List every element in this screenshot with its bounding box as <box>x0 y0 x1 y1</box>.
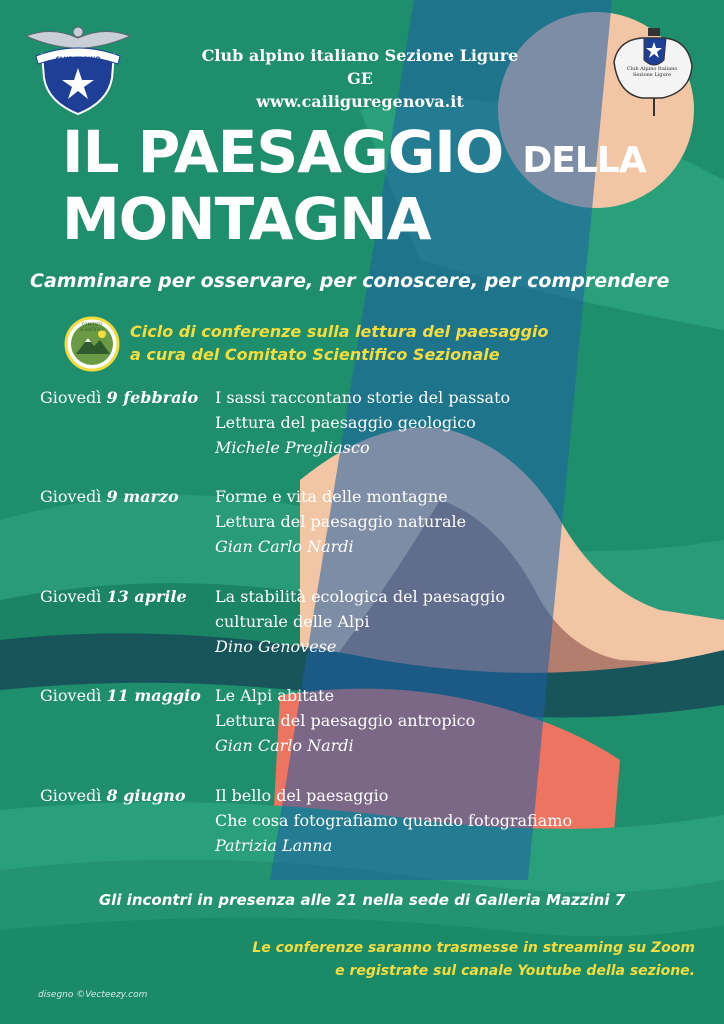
event-title: Forme e vita delle montagne <box>215 487 448 506</box>
event-date-value: 8 giugno <box>106 786 186 805</box>
event-subtitle: Lettura del paesaggio antropico <box>215 711 476 730</box>
cycle-description <box>130 320 549 366</box>
committee-badge <box>64 316 120 372</box>
event-details <box>215 584 505 659</box>
event-day: Giovedì <box>40 786 102 805</box>
title-main: IL PAESAGGIO <box>62 118 504 186</box>
section-logo <box>608 22 696 118</box>
event-title: I sassi raccontano storie del passato <box>215 388 511 407</box>
event-title: Il bello del paesaggio <box>215 786 389 805</box>
streaming-line-2: e registrate sul canale Youtube della sezione. <box>335 963 695 979</box>
club-name: Club alpino italiano Sezione Ligure GE <box>201 46 519 88</box>
title-line-1 <box>62 120 646 193</box>
event-date-value: 9 febbraio <box>106 388 199 407</box>
event-details <box>215 783 572 858</box>
event-day: Giovedì <box>40 487 102 506</box>
event-details <box>215 484 466 559</box>
subtitle: Camminare per osservare, per conoscere, per comprendere <box>30 270 670 292</box>
streaming-line-1: Le conferenze saranno trasmesse in streaming su Zoom <box>252 940 695 956</box>
title-line-2: MONTAGNA <box>62 185 431 253</box>
club-website[interactable]: www.cailiguregenova.it <box>256 92 464 111</box>
cai-logo-text: CLUB ALPINO ITALIANO <box>55 56 101 70</box>
event-date <box>40 484 179 509</box>
event-title: La stabilità ecologica del paesaggio <box>215 587 505 606</box>
cycle-line-2: a cura del Comitato Scientifico Sezionale <box>130 345 500 364</box>
club-header <box>190 44 530 113</box>
cycle-line-1: Ciclo di conferenze sulla lettura del paesaggio <box>130 322 549 341</box>
event-date <box>40 584 187 609</box>
event-subtitle: Che cosa fotografiamo quando fotografiamo <box>215 811 573 830</box>
event-day: Giovedì <box>40 388 102 407</box>
event-subtitle: Lettura del paesaggio naturale <box>215 512 467 531</box>
event-day: Giovedì <box>40 686 102 705</box>
event-speaker: Gian Carlo Nardi <box>215 537 354 556</box>
event-date-value: 9 marzo <box>106 487 179 506</box>
event-date-value: 13 aprile <box>106 587 187 606</box>
committee-badge-text: COMITATO SCIENTIFICO <box>79 322 105 332</box>
event-subtitle: Lettura del paesaggio geologico <box>215 413 476 432</box>
meeting-info: Gli incontri in presenza alle 21 nella sede di Galleria Mazzini 7 <box>98 891 626 909</box>
event-date <box>40 783 186 808</box>
event-date <box>40 683 201 708</box>
event-speaker: Patrizia Lanna <box>215 836 333 855</box>
streaming-info <box>140 937 695 983</box>
event-speaker: Gian Carlo Nardi <box>215 736 354 755</box>
event-speaker: Michele Pregliasco <box>215 438 370 457</box>
title-small: DELLA <box>522 140 646 181</box>
event-subtitle: culturale delle Alpi <box>215 612 370 631</box>
cai-logo <box>22 18 134 118</box>
section-logo-text: Club Alpino Italiano Sezione Ligure <box>626 66 678 78</box>
event-speaker: Dino Genovese <box>215 637 337 656</box>
event-details <box>215 683 475 758</box>
event-details <box>215 385 510 460</box>
image-credit: disegno ©Vecteezy.com <box>38 990 148 1000</box>
event-date <box>40 385 198 410</box>
event-title: Le Alpi abitate <box>215 686 335 705</box>
event-date-value: 11 maggio <box>106 686 201 705</box>
event-day: Giovedì <box>40 587 102 606</box>
